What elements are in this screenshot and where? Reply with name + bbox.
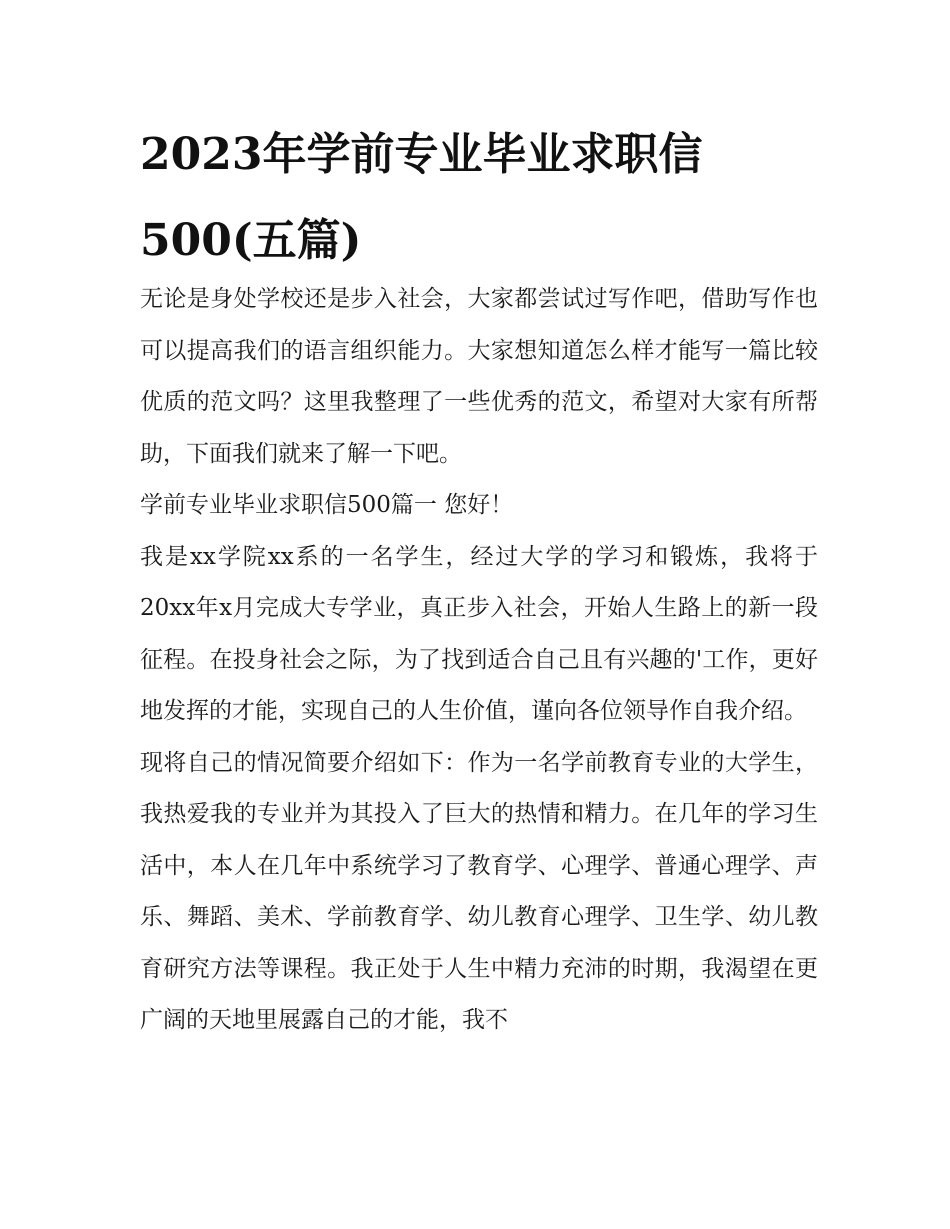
paragraph-self-introduction: 我是xx学院xx系的一名学生，经过大学的学习和锻炼，我将于20xx年x月完成大专学业，真正步入社会，开始人生路上的新一段征程。在投身社会之际，为了找到适合自己且有兴趣的'工作，更好地发挥的才能，实现自己的人生价值，谨向各位领导作自我介绍。: [140, 543, 818, 724]
paragraph-background: 现将自己的情况简要介绍如下：作为一名学前教育专业的大学生，我热爱我的专业并为其投入了巨大的热情和精力。在几年的学习生活中，本人在几年中系统学习了教育学、心理学、普通心理学、声乐、舞蹈、美术、学前教育学、幼儿教育心理学、卫生学、幼儿教育研究方法等课程。我正处于人生中精力充沛的时期，我渴望在更广阔的天地里展露自己的才能，我不: [140, 749, 818, 1033]
paragraph-greeting: 学前专业毕业求职信500篇一 您好！: [140, 492, 514, 518]
paragraph-intro: 无论是身处学校还是步入社会，大家都尝试过写作吧，借助写作也可以提高我们的语言组织能力。大家想知道怎么样才能写一篇比较优质的范文吗？这里我整理了一些优秀的范文，希望对大家有所帮助，下面我们就来了解一下吧。: [140, 286, 818, 467]
document-title: 2023年学前专业毕业求职信500(五篇): [140, 129, 703, 266]
document-body: [140, 274, 818, 1047]
